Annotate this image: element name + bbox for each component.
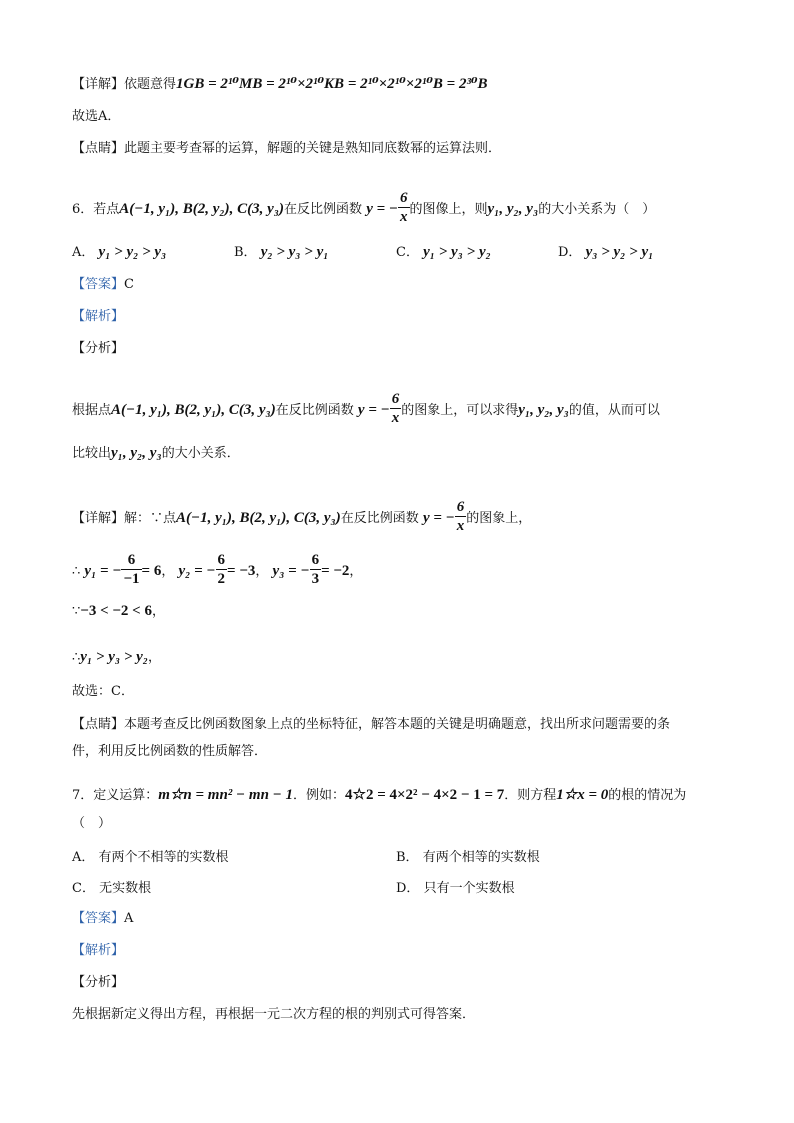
q5-detail-text: 依题意得 bbox=[124, 77, 177, 92]
q6-y3-den: 3 bbox=[311, 571, 320, 587]
q6-y2-num: 6 bbox=[217, 552, 226, 568]
q6-fenxi-tag: 【分析】 bbox=[72, 341, 125, 356]
q6-y3-fraction bbox=[310, 551, 322, 588]
q6-option-b bbox=[234, 243, 328, 262]
q6-y3-rhs: = −2 bbox=[321, 563, 350, 579]
q6-point-tag: 【点睛】 bbox=[72, 717, 125, 732]
q6-detail-func-fraction bbox=[455, 498, 467, 535]
q6-answer-tag: 【答案】 bbox=[72, 277, 125, 292]
q6-func-fraction bbox=[398, 189, 410, 226]
q6-fenxi-line1 bbox=[72, 392, 660, 429]
q7-definition: m☆n = mn² − mn − 1 bbox=[158, 787, 293, 803]
q6-detail-text-a: 解：∵点 bbox=[124, 511, 177, 526]
q6-stem-text-c: 的图像上，则 bbox=[409, 202, 488, 217]
q7-option-d bbox=[396, 880, 515, 898]
q6-point-line1 bbox=[72, 716, 670, 734]
q6-option-a-label: A． bbox=[72, 245, 95, 260]
q7-stem-text-a: 定义运算： bbox=[93, 788, 159, 803]
q6-inequality: −3 < −2 < 6 bbox=[80, 603, 152, 619]
q6-option-c-expr: y₁ > y₃ > y₂ bbox=[423, 244, 491, 260]
q7-stem-text-b: ．例如： bbox=[293, 788, 346, 803]
q6-option-d-expr: y₃ > y₂ > y₁ bbox=[585, 244, 654, 260]
q6-fenxi-text-e: 比较出 bbox=[72, 446, 112, 461]
q6-stem-vars: y₁, y₂, y₃ bbox=[487, 201, 539, 217]
q6-y1-num: 6 bbox=[121, 551, 141, 570]
q7-stem-text-c: ．则方程 bbox=[504, 788, 557, 803]
q6-func-den: x bbox=[400, 209, 408, 225]
q7-number: 7． bbox=[72, 788, 94, 803]
q6-result: y₁ > y₃ > y₂ bbox=[80, 649, 149, 665]
q7-equation: 1☆x = 0 bbox=[556, 787, 609, 803]
q5-choose: 故选A． bbox=[72, 109, 121, 124]
q6-y3-num: 6 bbox=[311, 552, 320, 568]
q6-y2-lhs: y₂ = − bbox=[178, 563, 216, 579]
q6-detail-func-y: y = − bbox=[422, 510, 455, 526]
q7-answer-line bbox=[72, 910, 133, 928]
q6-y1-fraction bbox=[121, 551, 141, 588]
q6-fenxi-func-fraction bbox=[390, 390, 402, 427]
q7-example: 4☆2 = 4×2² − 4×2 − 1 = 7 bbox=[345, 787, 505, 803]
q6-fenxi-vars2: y₁, y₂, y₃ bbox=[111, 445, 162, 461]
q7-answer-tag: 【答案】 bbox=[72, 911, 125, 926]
q6-fenxi-func-y: y = − bbox=[357, 402, 390, 418]
q6-comma-4: ， bbox=[151, 604, 165, 619]
q6-analysis-tag: 【解析】 bbox=[72, 309, 125, 324]
q6-fenxi-points: A(−1, y₁), B(2, y₁), C(3, y₃) bbox=[111, 402, 276, 418]
q6-option-a bbox=[72, 243, 166, 262]
q5-point-text: 此题主要考查幂的运算，解题的关键是熟知同底数幂的运算法则． bbox=[124, 141, 502, 156]
q7-answer-value: A bbox=[124, 911, 134, 926]
q6-comma-5: ， bbox=[148, 650, 162, 665]
q7-option-c-text: 无实数根 bbox=[99, 881, 152, 896]
q5-detail-math: 1GB = 2¹⁰MB = 2¹⁰×2¹⁰KB = 2¹⁰×2¹⁰×2¹⁰B = 2³⁰B bbox=[176, 76, 488, 92]
q6-option-d-label: D． bbox=[558, 245, 582, 260]
q6-comma-2: ， bbox=[255, 564, 269, 579]
q6-detail-line bbox=[72, 500, 531, 537]
q7-option-b-label: B． bbox=[396, 850, 419, 865]
q6-result-line bbox=[72, 648, 161, 667]
q6-fenxi-text-b: 在反比例函数 bbox=[275, 403, 354, 418]
q7-option-a-label: A． bbox=[72, 850, 95, 865]
q6-fenxi-text-a: 根据点 bbox=[72, 403, 112, 418]
q6-option-a-expr: y₁ > y₂ > y₃ bbox=[98, 244, 167, 260]
q6-point-line2: 件，利用反比例函数的性质解答． bbox=[72, 744, 268, 759]
q6-fenxi-vars: y₁, y₂, y₃ bbox=[518, 402, 569, 418]
q6-stem bbox=[72, 191, 655, 228]
q7-option-c-label: C． bbox=[72, 881, 95, 896]
q6-fenxi-text-c: 的图象上，可以求得 bbox=[401, 403, 519, 418]
q6-values-line bbox=[72, 553, 362, 590]
q6-number: 6． bbox=[72, 202, 94, 217]
q6-comma-3: ， bbox=[349, 564, 363, 579]
q6-y2-den: 2 bbox=[217, 571, 226, 587]
q6-stem-text-a: 若点 bbox=[93, 202, 120, 217]
q6-y1-lhs: y₁ = − bbox=[84, 563, 122, 579]
q6-stem-points: A(−1, y₁), B(2, y₂), C(3, y₃) bbox=[119, 201, 285, 217]
q6-because: ∵ bbox=[72, 604, 81, 619]
q7-option-d-text: 只有一个实数根 bbox=[423, 881, 515, 896]
q7-option-b bbox=[396, 849, 540, 867]
q6-option-c bbox=[396, 243, 491, 262]
q5-point-tag: 【点睛】 bbox=[72, 141, 125, 156]
q6-fenxi-func-num: 6 bbox=[391, 391, 400, 407]
q6-option-b-expr: y₂ > y₃ > y₁ bbox=[260, 244, 329, 260]
q6-detail-points: A(−1, y₁), B(2, y₁), C(3, y₃) bbox=[176, 510, 341, 526]
q6-fenxi-text-f: 的大小关系． bbox=[161, 446, 240, 461]
q7-option-b-text: 有两个相等的实数根 bbox=[422, 850, 540, 865]
q6-fenxi-func-den: x bbox=[391, 410, 400, 426]
q7-analysis-tag: 【解析】 bbox=[72, 943, 125, 958]
q6-y2-fraction bbox=[216, 551, 228, 588]
q6-because-line bbox=[72, 602, 165, 621]
q6-y1-den: −1 bbox=[123, 571, 140, 587]
q7-option-a bbox=[72, 849, 229, 867]
q6-option-b-label: B． bbox=[234, 245, 257, 260]
q6-stem-text-b: 在反比例函数 bbox=[284, 202, 363, 217]
q7-option-c bbox=[72, 880, 151, 898]
q7-option-a-text: 有两个不相等的实数根 bbox=[98, 850, 229, 865]
q6-option-c-label: C． bbox=[396, 245, 419, 260]
q6-therefore: ∴ bbox=[72, 564, 81, 579]
q7-fenxi-tag: 【分析】 bbox=[72, 975, 125, 990]
q6-detail-text-b: 在反比例函数 bbox=[340, 511, 419, 526]
q6-point-text-1: 本题考查反比例函数图象上点的坐标特征，解答本题的关键是明确题意，找出所求问题需要的条 bbox=[124, 717, 671, 732]
q5-point-line bbox=[72, 140, 501, 158]
q6-choose: 故选：C． bbox=[72, 684, 134, 699]
q7-stem-text-d: 的根的情况为 bbox=[608, 788, 687, 803]
q5-detail-line bbox=[72, 75, 488, 94]
q7-stem bbox=[72, 786, 686, 805]
q5-detail-tag: 【详解】 bbox=[72, 77, 125, 92]
q6-fenxi-text-d: 的值，从而可以 bbox=[568, 403, 660, 418]
q6-y1-rhs: = 6 bbox=[141, 563, 162, 579]
q6-func-num: 6 bbox=[400, 190, 408, 206]
q6-detail-text-c: 的图象上， bbox=[466, 511, 532, 526]
q6-answer-value: C bbox=[124, 277, 134, 292]
q6-func-y: y = − bbox=[366, 201, 398, 217]
q6-y2-rhs: = −3 bbox=[227, 563, 256, 579]
q7-paren: （ ） bbox=[72, 816, 112, 831]
q6-comma-1: ， bbox=[161, 564, 175, 579]
q6-detail-func-den: x bbox=[456, 518, 465, 534]
q6-detail-func-num: 6 bbox=[456, 499, 465, 515]
q6-stem-text-d: 的大小关系为（ ） bbox=[538, 202, 656, 217]
q6-y3-lhs: y₃ = − bbox=[272, 563, 310, 579]
q6-option-d bbox=[558, 243, 653, 262]
q6-therefore-2: ∴ bbox=[72, 650, 81, 665]
q6-detail-tag: 【详解】 bbox=[72, 511, 125, 526]
q6-fenxi-line2 bbox=[72, 444, 240, 463]
q6-answer-line bbox=[72, 276, 134, 294]
q7-fenxi-text: 先根据新定义得出方程，再根据一元二次方程的根的判别式可得答案． bbox=[72, 1007, 476, 1022]
q7-option-d-label: D． bbox=[396, 881, 420, 896]
